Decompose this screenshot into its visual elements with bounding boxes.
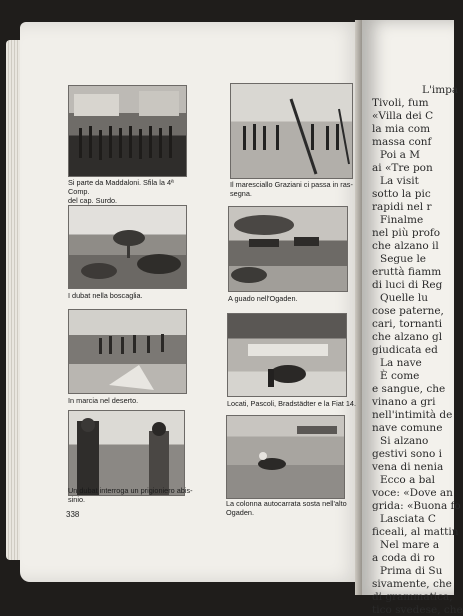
text-line: La visit <box>380 175 419 187</box>
text-line: La nave <box>380 357 422 369</box>
text-line: Nel mare a <box>380 539 440 551</box>
photo-prisoner-graphic <box>69 411 184 495</box>
text-line: Tivoli, fum <box>372 97 429 109</box>
text-line: grida: «Buona fo <box>372 500 461 512</box>
caption-4: A guado nell'Ogaden. <box>228 294 298 303</box>
photo-fiat-graphic <box>228 314 346 396</box>
text-line: ficeali, al mattin <box>372 526 459 538</box>
text-line: cose paterne, <box>372 305 444 317</box>
text-line: cari, tornanti <box>372 318 443 330</box>
photo-march-graphic <box>69 310 186 393</box>
photo-parade-graphic <box>69 86 186 176</box>
text-line: Prima di Su <box>380 565 443 577</box>
text-line: che alzano gl <box>372 331 443 343</box>
photo-ford-ogaden <box>228 206 348 292</box>
caption-6: Locati, Pascoli, Bradstädter e la Fiat 14. <box>227 399 356 408</box>
text-line: Quelle lu <box>380 292 428 304</box>
text-line: nel più profo <box>372 227 441 239</box>
text-line: Si alzano <box>380 435 429 447</box>
photo-column-graphic <box>227 416 344 498</box>
text-line: a coda di ro <box>372 552 435 564</box>
text-line: e sangue, che <box>372 383 446 395</box>
photo-desert-march <box>68 309 187 394</box>
text-line: rapidi nel r <box>372 201 432 213</box>
photo-truck-column <box>226 415 345 499</box>
text-line: «Villa dei C <box>372 110 434 122</box>
text-line: sivamente, che <box>372 578 452 590</box>
text-line: gestivi sono i <box>372 448 443 460</box>
right-page <box>362 20 463 616</box>
caption-2: Il maresciallo Graziani ci passa in ras- segna. <box>230 180 353 198</box>
text-line: sotto la pic <box>372 188 431 200</box>
photo-ford-graphic <box>229 207 347 291</box>
photo-graziani-review <box>230 83 353 179</box>
caption-3: I dubat nella boscaglia. <box>68 291 143 300</box>
text-line: È come <box>380 370 420 382</box>
text-line: la mia com <box>372 123 431 135</box>
photo-fiat-14 <box>227 313 347 397</box>
text-line: Finalme <box>380 214 424 226</box>
caption-8: La colonna autocarrata sosta nell'alto Ogaden. <box>226 499 347 517</box>
page-number: 338 <box>66 510 80 519</box>
text-line: nell'intimità de <box>372 409 453 421</box>
text-line: Lasciata C <box>380 513 436 525</box>
text-line: giudicata ed <box>372 344 438 356</box>
text-line: Ecco a bal <box>380 474 436 486</box>
text-line: di luci di Reg <box>372 279 443 291</box>
photo-review-graphic <box>231 84 352 178</box>
photo-dubat-prisoner <box>68 410 185 496</box>
text-line: di grammatica, <box>372 591 453 603</box>
text-line: L'impa <box>422 84 459 96</box>
text-line: nave comune <box>372 422 443 434</box>
text-line: voce: «Dove an <box>372 487 453 499</box>
text-line: massa conf <box>372 136 432 148</box>
text-line: Poi a M <box>380 149 421 161</box>
text-line: Segue le <box>380 253 427 265</box>
text-line: vinano a gri <box>372 396 436 408</box>
text-line: che alzano il <box>372 240 439 252</box>
photo-bush-graphic <box>69 206 186 288</box>
photo-dubat-bush <box>68 205 187 289</box>
caption-7: Un dubat interroga un prigioniero abis- sinio. <box>68 486 193 504</box>
text-line: tico svedese, che <box>372 604 463 616</box>
text-line: ai «Tre pon <box>372 162 433 174</box>
text-line: vena di nenia <box>372 461 444 473</box>
caption-5: In marcia nel deserto. <box>68 396 139 405</box>
photo-parade-maddaloni <box>68 85 187 177</box>
caption-1: Si parte da Maddaloni. Sfila la 4ª Comp. del cap. Surdo. <box>68 178 174 205</box>
text-line: eruttà fiamm <box>372 266 442 278</box>
